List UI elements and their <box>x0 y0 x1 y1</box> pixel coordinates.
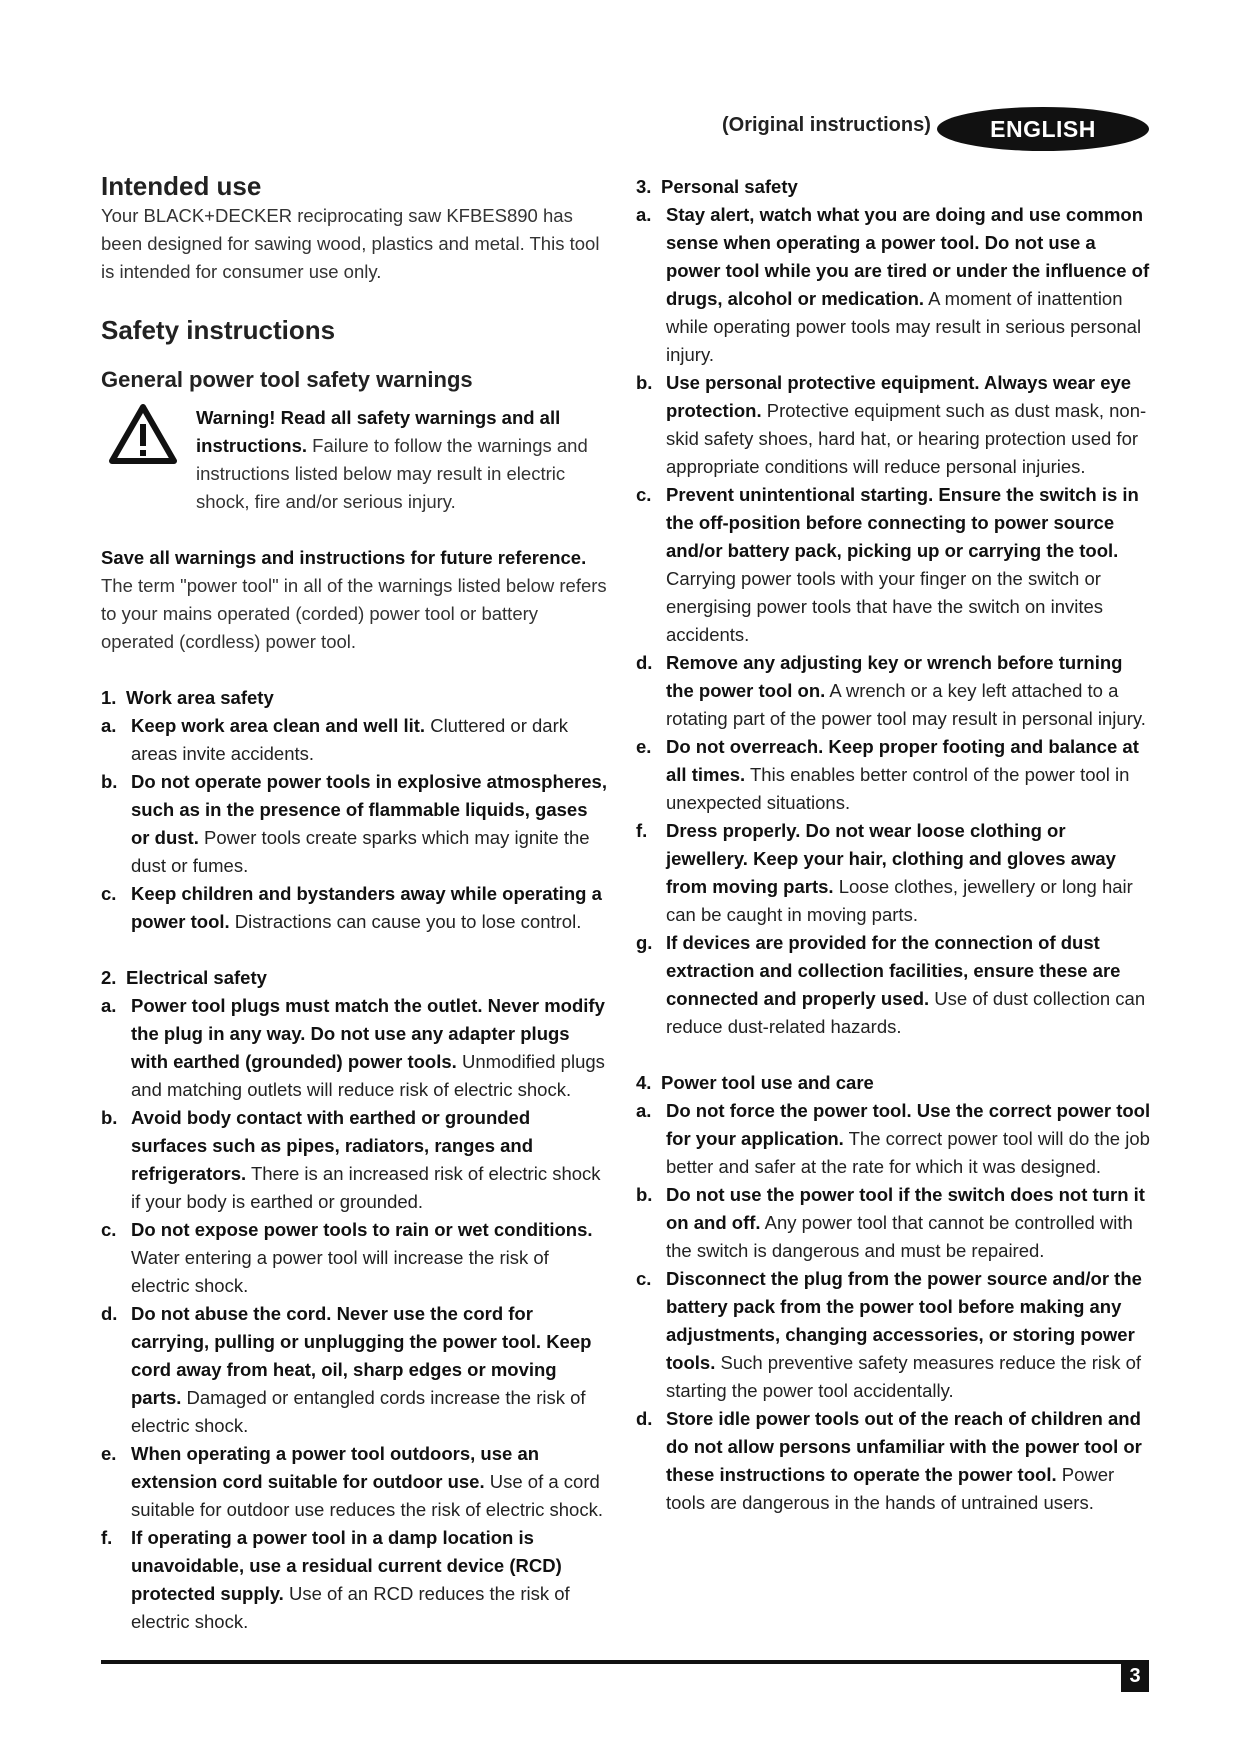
list-item: e. Do not overreach. Keep proper footing and balance at all times. This enables better control of the power tool in unexpected situations. <box>636 736 1139 813</box>
list-item: c. Disconnect the plug from the power source and/or the battery pack from the power tool before making any adjustments, changing accessories, or storing power tools. Such preventive safety measures reduce the risk of starting the power tool accidentally. <box>636 1268 1142 1401</box>
list-item: b. Avoid body contact with earthed or grounded surfaces such as pipes, radiators, ranges and refrigerators. There is an increased risk of electric shock if your body is earthed or grounded. <box>101 1107 601 1212</box>
list-item: b. Do not use the power tool if the switch does not turn it on and off. Any power tool that cannot be controlled with the switch is dangerous and must be repaired. <box>636 1184 1145 1261</box>
section-heading: 3. Personal safety <box>636 176 798 197</box>
warning-bold: Warning! Read all safety warnings and all instructions. <box>196 407 561 456</box>
left-column <box>101 170 611 1636</box>
right-column <box>636 173 1151 1517</box>
list-item: d. Remove any adjusting key or wrench before turning the power tool on. A wrench or a key left attached to a rotating part of the power tool may result in personal injury. <box>636 652 1146 729</box>
original-instructions-label: (Original instructions) <box>722 114 931 136</box>
section-heading: 2. Electrical safety <box>101 967 267 988</box>
list-item: g. If devices are provided for the connection of dust extraction and collection facilities, ensure these are connected and properly used. Use of dust collection can reduce dust-related hazards. <box>636 932 1146 1037</box>
list-item: a. Do not force the power tool. Use the correct power tool for your application. The correct power tool will do the job better and safer at the rate for which it was designed. <box>636 1100 1151 1177</box>
list-item: c. Do not expose power tools to rain or wet conditions. Water entering a power tool will increase the risk of electric shock. <box>101 1219 593 1296</box>
list-item: a. Power tool plugs must match the outlet. Never modify the plug in any way. Do not use any adapter plugs with earthed (grounded) power tools. Unmodified plugs and matching outlets will reduce risk of electric shock. <box>101 995 605 1100</box>
general-warnings-heading: General power tool safety warnings <box>101 367 473 392</box>
list-item: f. Dress properly. Do not wear loose clothing or jewellery. Keep your hair, clothing and gloves away from moving parts. Loose clothes, jewellery or long hair can be caught in moving parts. <box>636 820 1133 925</box>
list-item: c. Keep children and bystanders away while operating a power tool. Distractions can cause you to lose control. <box>101 883 602 932</box>
list-item: a. Stay alert, watch what you are doing and use common sense when operating a power tool. Do not use a power tool while you are tired or under the influence of drugs, alcohol or medication. A moment of inattention while operating power tools may result in serious personal injury. <box>636 204 1150 365</box>
list-item: c. Prevent unintentional starting. Ensure the switch is in the off-position before connecting to power source and/or battery pack, picking up or carrying the tool. Carrying power tools with your finger on the switch or energising power tools that have the switch on invites accidents. <box>636 484 1139 645</box>
warning-text: Failure to follow the warnings and instructions listed below may result in electric shock, fire and/or serious injury. <box>196 435 588 512</box>
list-item: e. When operating a power tool outdoors, use an extension cord suitable for outdoor use. Use of a cord suitable for outdoor use reduces the risk of electric shock. <box>101 1443 603 1520</box>
language-badge: ENGLISH <box>937 107 1149 151</box>
section-heading: 1. Work area safety <box>101 687 274 708</box>
intended-use-text: Your BLACK+DECKER reciprocating saw KFBES890 has been designed for sawing wood, plastics and metal. This tool is intended for consumer use only. <box>101 205 600 282</box>
list-item: b. Do not operate power tools in explosive atmospheres, such as in the presence of flammable liquids, gases or dust. Power tools create sparks which may ignite the dust or fumes. <box>101 771 607 876</box>
list-item: a. Keep work area clean and well lit. Cluttered or dark areas invite accidents. <box>101 715 568 764</box>
footer-rule <box>101 1660 1121 1664</box>
save-bold: Save all warnings and instructions for future reference. <box>101 547 587 568</box>
save-text: The term "power tool" in all of the warnings listed below refers to your mains operated (corded) power tool or battery operated (cordless) power tool. <box>101 575 607 652</box>
list-item: b. Use personal protective equipment. Always wear eye protection. Protective equipment such as dust mask, non-skid safety shoes, hard hat, or hearing protection used for appropriate conditions will reduce personal injuries. <box>636 372 1147 477</box>
warning-triangle-icon <box>109 404 177 464</box>
list-item: d. Store idle power tools out of the reach of children and do not allow persons unfamiliar with the power tool or these instructions to operate the power tool. Power tools are dangerous in the hands of untrained users. <box>636 1408 1142 1513</box>
page-number: 3 <box>1121 1660 1149 1692</box>
safety-instructions-heading: Safety instructions <box>101 315 336 345</box>
list-item: d. Do not abuse the cord. Never use the cord for carrying, pulling or unplugging the power tool. Keep cord away from heat, oil, sharp edges or moving parts. Damaged or entangled cords increase the risk of electric shock. <box>101 1303 592 1436</box>
intended-use-heading: Intended use <box>101 171 262 201</box>
list-item: f. If operating a power tool in a damp location is unavoidable, use a residual current device (RCD) protected supply. Use of an RCD reduces the risk of electric shock. <box>101 1527 570 1632</box>
warning-block <box>101 404 611 516</box>
section-heading: 4. Power tool use and care <box>636 1072 874 1093</box>
